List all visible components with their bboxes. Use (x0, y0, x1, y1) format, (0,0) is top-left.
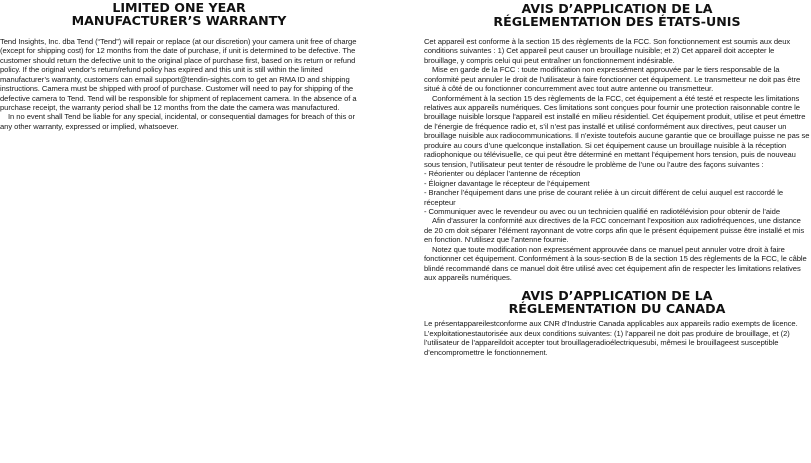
warranty-title (0, 0, 358, 28)
canada-title-line1: AVIS D’APPLICATION DE LA (521, 287, 713, 303)
canada-title-line2: RÉGLEMENTATION DU CANADA (508, 301, 726, 316)
warranty-paragraph: In no event shall Tend be liable for any special, incidental, or consequential damages for breach of this or any other warranty, expressed or implied, whatsoever. (0, 112, 355, 131)
canada-paragraph: Le présentappareilestconforme aux CNR d’Industrie Canada applicables aux appareils radio exempts de licence. L’exploitationestautorisée aux deux conditions suivantes: (1) l’appareil ne doit pas produire de brouillage, et (2) l’utilisateur de l’appareildoit accepter tout brouillageradioélectriquesubi, mêmesi le brouillageest susceptible d’encompromettre le fonctionnement. (424, 319, 798, 357)
canada-title (424, 289, 810, 316)
fcc-paragraph: Notez que toute modification non expressément approuvée dans ce manuel peut annuler votre droit à faire fonctionner cet équipement. Conformément à la sous-section B de la section 15 des règlements de la FCC, le câble blindé recommandé dans ce manuel doit être utilisé avec cet équipement afin de respecter les limitations relatives aux appareils numériques. (424, 244, 807, 283)
fcc-title-line1: AVIS D’APPLICATION DE LA (521, 1, 713, 16)
warranty-title-line2: MANUFACTURER’S WARRANTY (71, 13, 287, 29)
warranty-paragraph: Tend Insights, Inc. dba Tend (“Tend”) will repair or replace (at our discretion) your camera unit free of charge (except for shipping cost) for 12 months from the date of purchase, if unit is determined to be defective. The customer should return the defective unit to the original place of purchase first, based on its return or refund policy. If the original vendor’s return/refund policy has expired and this unit is still within the limited manufacturer’s warranty, customers can email support@tendin-sights.com to get an RMA ID and shipping instructions. Camera must be shipped with proof of purchase. Customer will need to pay for shipping of the defective camera to Tend. Tend will be responsible for shipment of replacement camera. In the absence of a purchase receipt, the warranty period shall be 12 months from the date the camera was manufactured. (0, 36, 357, 112)
fcc-paragraph: Conformément à la section 15 des règlements de la FCC, cet équipement a été testé et respecte les limitations relatives aux appareils numériques. Ces limitations sont conçues pour fournir une protection raisonnable contre le brouillage nuisible lorsque l’appareil est installé en milieu résidentiel. Cet équipement produit, utilise et peut émettre de l’énergie de fréquence radio et, s’il n’est pas installé et utilisé conformément aux directives, peut causer un brouillage nuisible aux radiocommunications. Il n’existe toutefois aucune garantie que ce brouillage puisse ne pas se produire au cours d’une quelconque installation. Si cet équipement cause un brouillage nuisible à la réception radiophonique ou télévisuelle, ce qui peut être déterminé en mettant l’équipement hors tension, puis de nouveau sous tension, l’utilisateur peut tenter de résoudre le problème de l’une ou l’autre des façons suivantes : (424, 93, 810, 169)
warranty-title-line1: LIMITED ONE YEAR (112, 0, 246, 15)
warranty-body (0, 37, 358, 132)
fcc-title (424, 0, 810, 29)
regulatory-section (424, 0, 810, 357)
fcc-title-line2: RÉGLEMENTATION DES ÉTATS-UNIS (493, 14, 741, 30)
fcc-paragraph: Afin d’assurer la conformité aux directives de la FCC concernant l’exposition aux radiofréquences, une distance de 20 cm doit séparer l’élément rayonnant de votre corps afin que le présent équipement puisse être installé et mis en fonction. N’utilisez que l’antenne fournie. (424, 216, 805, 245)
warranty-section (0, 0, 358, 131)
fcc-body (424, 37, 810, 283)
fcc-measure-item: - Brancher l’équipement dans une prise de courant reliée à un circuit différent de celui auquel est raccordé le récepteur (424, 188, 784, 207)
fcc-paragraph: Mise en garde de la FCC : toute modification non expressément approuvée par le tiers responsable de la conformité peut annuler le droit de l’utilisateur à faire fonctionner cet équipement. Le transmetteur ne doit pas être situé à côté de ou fonctionner concurremment avec tout autre antenne ou transmetteur. (424, 65, 801, 94)
fcc-measure-item: - Réorienter ou déplacer l’antenne de réception (424, 169, 581, 179)
fcc-measure-item: - Éloigner davantage le récepteur de l’équipement (424, 178, 590, 188)
fcc-paragraph: Cet appareil est conforme à la section 15 des règlements de la FCC. Son fonctionnement est soumis aux deux conditions suivantes : 1) Cet appareil peut causer un brouillage nuisible; et 2) Cet appareil doit accepter le brouillage, y compris celui qui peut entraîner un fonctionnement indésirable. (424, 36, 791, 65)
fcc-measure-item: - Communiquer avec le revendeur ou avec ou un technicien qualifié en radiotélévision pour obtenir de l’aide (424, 206, 780, 216)
canada-body (424, 319, 810, 357)
